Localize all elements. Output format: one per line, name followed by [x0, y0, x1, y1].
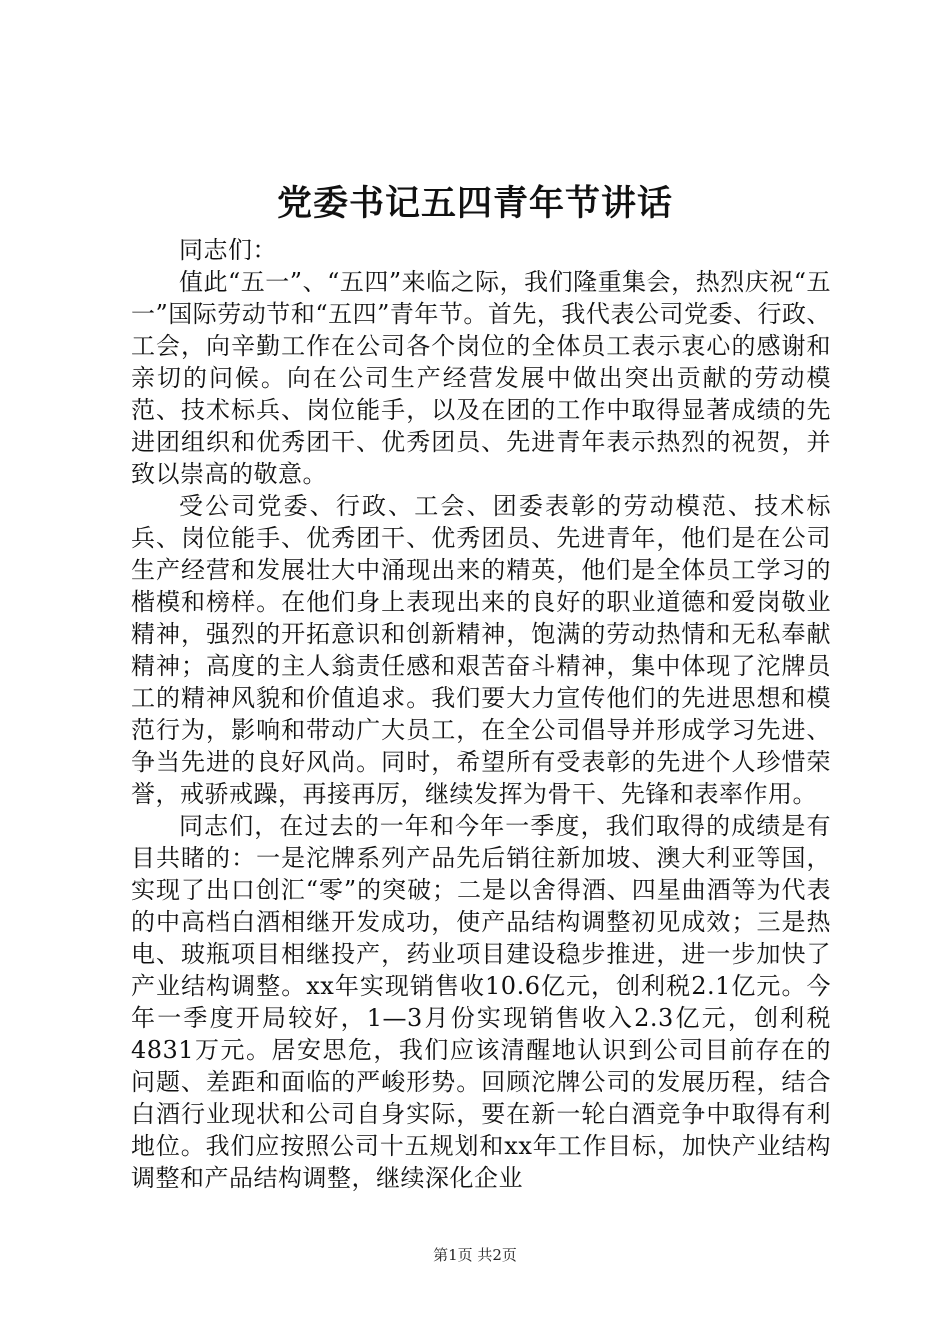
document-body	[131, 234, 831, 1194]
page-footer: 第1页 共2页	[433, 1246, 517, 1264]
paragraph-1: 值此“五一”、“五四”来临之际，我们隆重集会，热烈庆祝“五一”国际劳动节和“五四”青年节。首先，我代表公司党委、行政、工会，向辛勤工作在公司各个岗位的全体员工表示衷心的感谢和亲切的问候。向在公司生产经营发展中做出突出贡献的劳动模范、技术标兵、岗位能手，以及在团的工作中取得显著成绩的先进团组织和优秀团干、优秀团员、先进青年表示热烈的祝贺，并致以崇高的敬意。	[131, 268, 831, 488]
salutation: 同志们：	[179, 236, 277, 264]
paragraph-2: 受公司党委、行政、工会、团委表彰的劳动模范、技术标兵、岗位能手、优秀团干、优秀团员、先进青年，他们是在公司生产经营和发展壮大中涌现出来的精英，他们是全体员工学习的楷模和榜样。在他们身上表现出来的良好的职业道德和爱岗敬业精神，强烈的开拓意识和创新精神，饱满的劳动热情和无私奉献精神；高度的主人翁责任感和艰苦奋斗精神，集中体现了沱牌员工的精神风貌和价值追求。我们要大力宣传他们的先进思想和模范行为，影响和带动广大员工，在全公司倡导并形成学习先进、争当先进的良好风尚。同时，希望所有受表彰的先进个人珍惜荣誉，戒骄戒躁，再接再厉，继续发挥为骨干、先锋和表率作用。	[131, 492, 831, 808]
paragraph-3: 同志们，在过去的一年和今年一季度，我们取得的成绩是有目共睹的：一是沱牌系列产品先后销往新加坡、澳大利亚等国，实现了出口创汇“零”的突破；二是以舍得酒、四星曲酒等为代表的中高档白酒相继开发成功，使产品结构调整初见成效；三是热电、玻瓶项目相继投产，药业项目建设稳步推进，进一步加快了产业结构调整。xx年实现销售收10.6亿元，创利税2.1亿元。今年一季度开局较好，1—3月份实现销售收入2.3亿元，创利税4831万元。居安思危，我们应该清醒地认识到公司目前存在的问题、差距和面临的严峻形势。回顾沱牌公司的发展历程，结合白酒行业现状和公司自身实际，要在新一轮白酒竞争中取得有利地位。我们应按照公司十五规划和xx年工作目标，加快产业结构调整和产品结构调整，继续深化企业	[131, 812, 831, 1192]
document-title: 党委书记五四青年节讲话	[276, 183, 673, 224]
